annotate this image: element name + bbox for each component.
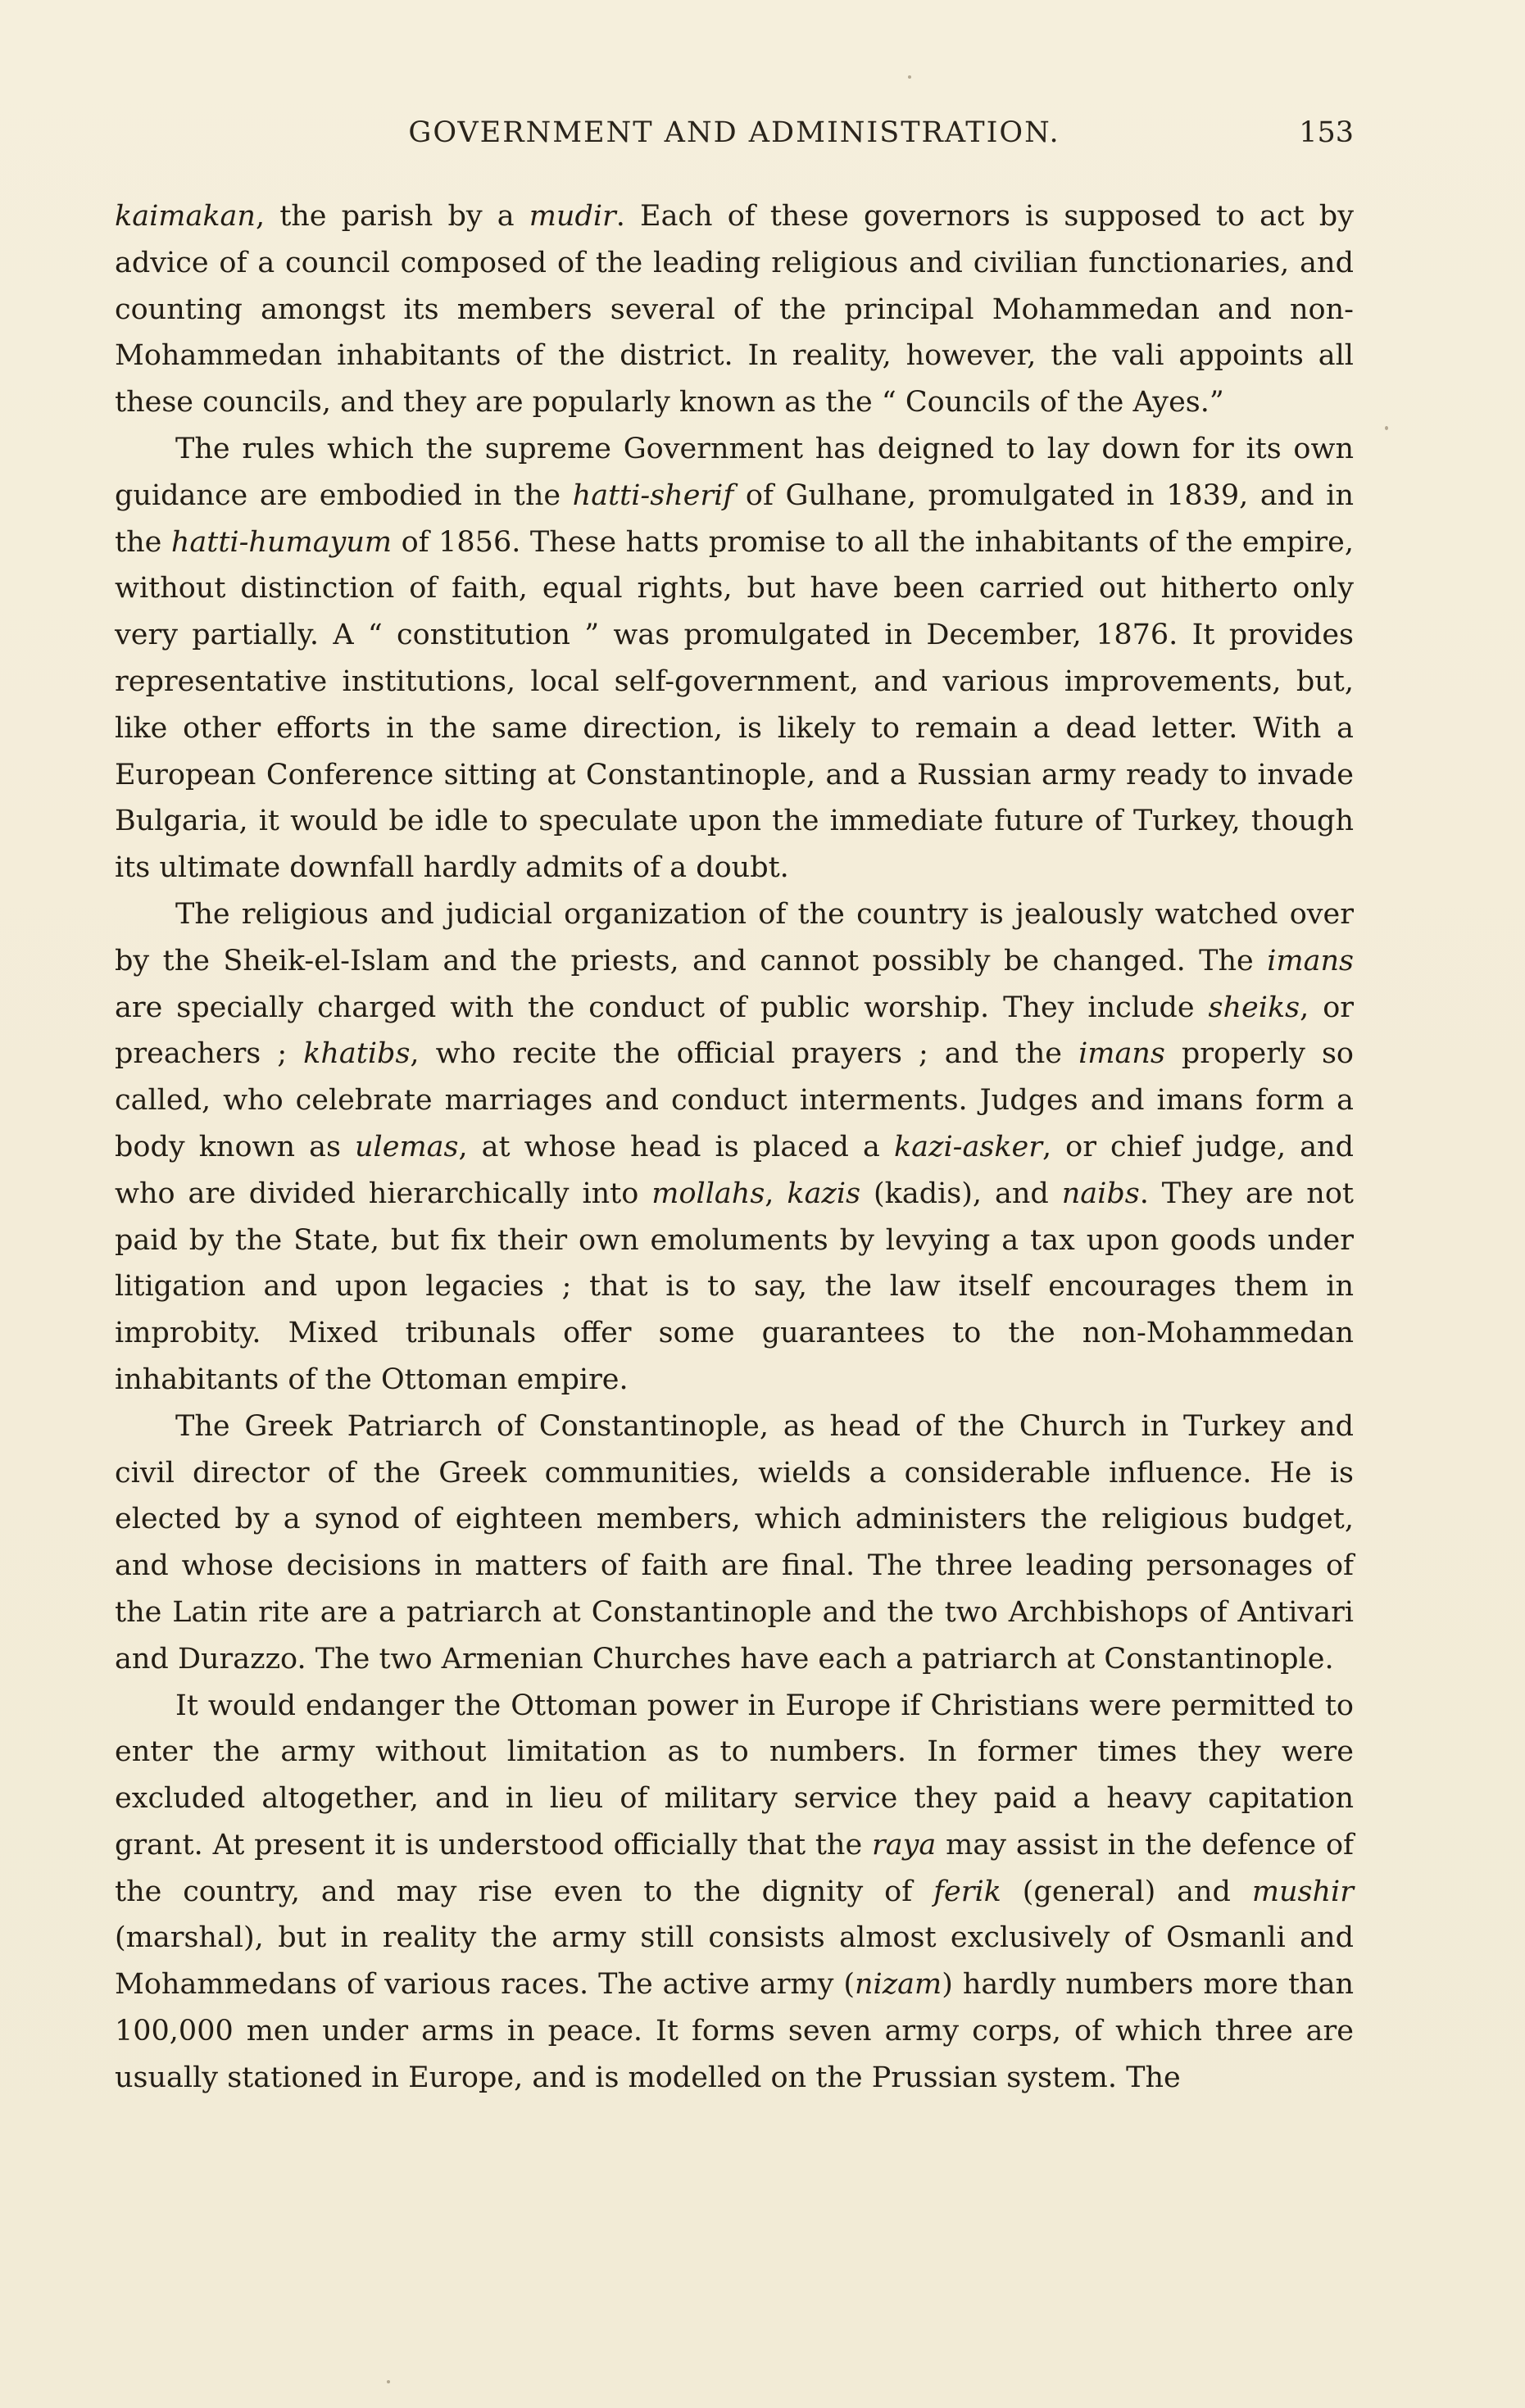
paper-speck: [387, 2380, 390, 2383]
text-run: are specially charged with the conduct of public worship. They include: [115, 991, 1209, 1024]
page-number: 153: [1299, 116, 1354, 149]
page-header: [115, 116, 1354, 166]
italic-term: mushir: [1251, 1875, 1354, 1908]
italic-term: nizam: [855, 1968, 942, 2002]
running-title: GOVERNMENT AND ADMINISTRATION.: [408, 116, 1060, 149]
text-run: (general) and: [1001, 1875, 1252, 1908]
italic-term: hatti-sherif: [572, 478, 734, 512]
text-run: It would endanger the Ottoman power in Europe if Christians were permitted to enter the army without limitation as to numbers. In former times they were excluded altogether, and in lieu of military service they paid a heavy capitation grant. At present it is understood officially that the: [115, 1689, 1354, 1862]
text-run: , at whose head is placed a: [458, 1130, 894, 1163]
text-run: . Each of these governors is supposed to act by advice of a council composed of the leading religious and civilian functionaries, and counting amongst its members several of the principal Mohammedan and non-Mohammedan inhabitants of the district. In reality, however, the vali appoints all these councils, and they are popularly known as the “ Councils of the Ayes.”: [115, 200, 1354, 419]
italic-term: kaimakan: [115, 200, 256, 233]
text-run: ) hardly numbers more than 100,000 men under arms in peace. It forms seven army corps, of which three are usually stationed in Europe, and is modelled on the Prussian system. The: [115, 1968, 1354, 2094]
text-run: The religious and judicial organization of the country is jealously watched over by the Sheik-el-Islam and the priests, and cannot possibly be changed. The: [115, 897, 1354, 977]
text-run: . They are not paid by the State, but fix their own emoluments by levying a tax upon goods under litigation and upon legacies ; that is to say, the law itself encourages them in improbity. Mixed tribunals offer some guarantees to the non-Mohammedan inhabitants of the Ottoman empire.: [115, 1177, 1354, 1396]
text-run: may assist in the defence of the country, and may rise even to the dignity of: [115, 1828, 1355, 1908]
paper-speck: [908, 75, 911, 79]
text-run: (kadis), and: [860, 1177, 1062, 1210]
italic-term: imans: [1078, 1037, 1165, 1071]
italic-term: hatti-humayum: [170, 525, 393, 559]
paragraph: [115, 1404, 1354, 1683]
italic-term: naibs: [1061, 1177, 1140, 1210]
italic-term: mudir: [529, 200, 616, 233]
paragraph: [115, 193, 1354, 426]
text-run: , who recite the official prayers ; and the: [410, 1037, 1079, 1071]
text-run: , the parish by a: [255, 200, 529, 233]
paragraph: [115, 1683, 1354, 2102]
text-run: properly so called, who celebrate marriages and conduct interments. Judges and imans form a body known as: [115, 1037, 1354, 1163]
italic-term: imans: [1267, 944, 1354, 977]
italic-term: mollahs: [651, 1177, 765, 1210]
text-run: of 1856. These hatts promise to all the inhabitants of the empire, without distinction of faith, equal rights, but have been carried out hitherto only very partially. A “ constitution ” was promulgated in December, 1876. It provides representative institutions, local self-government, and various improvements, but, like other efforts in the same direction, is likely to remain a dead letter. With a European Conference sitting at Constantinople, and a Russian army ready to invade Bulgaria, it would be idle to speculate upon the immediate future of Turkey, though its ultimate downfall hardly admits of a doubt.: [115, 525, 1354, 885]
italic-term: raya: [872, 1828, 937, 1862]
paragraph: [115, 426, 1354, 891]
text-run: , or chief judge, and who are divided hierarchically into: [115, 1130, 1355, 1210]
text-run: ,: [765, 1177, 787, 1210]
text-run: of Gulhane, promulgated in 1839, and in the: [115, 478, 1354, 559]
text-run: , or preachers ;: [115, 991, 1354, 1071]
italic-term: khatibs: [303, 1037, 411, 1071]
paragraph: [115, 891, 1354, 1404]
text-run: The rules which the supreme Government has deigned to lay down for its own guidance are embodied in the: [115, 432, 1354, 512]
body-text: [115, 193, 1354, 2102]
italic-term: kazis: [787, 1177, 861, 1210]
paper-speck: [1385, 426, 1388, 430]
text-run: (marshal), but in reality the army still consists almost exclusively of Osmanli and Mohammedans of various races. The active army (: [115, 1921, 1354, 2002]
italic-term: kazi-asker: [893, 1130, 1042, 1163]
text-run: The Greek Patriarch of Constantinople, as head of the Church in Turkey and civil director of the Greek communities, wields a considerable influence. He is elected by a synod of eighteen members, which administers the religious budget, and whose decisions in matters of faith are final. The three leading personages of the Latin rite are a patriarch at Constantinople and the two Archbishops of Antivari and Durazzo. The two Armenian Churches have each a patriarch at Constantinople.: [115, 1409, 1354, 1676]
italic-term: ferik: [933, 1875, 1001, 1908]
italic-term: ulemas: [355, 1130, 459, 1163]
italic-term: sheiks: [1208, 991, 1300, 1024]
